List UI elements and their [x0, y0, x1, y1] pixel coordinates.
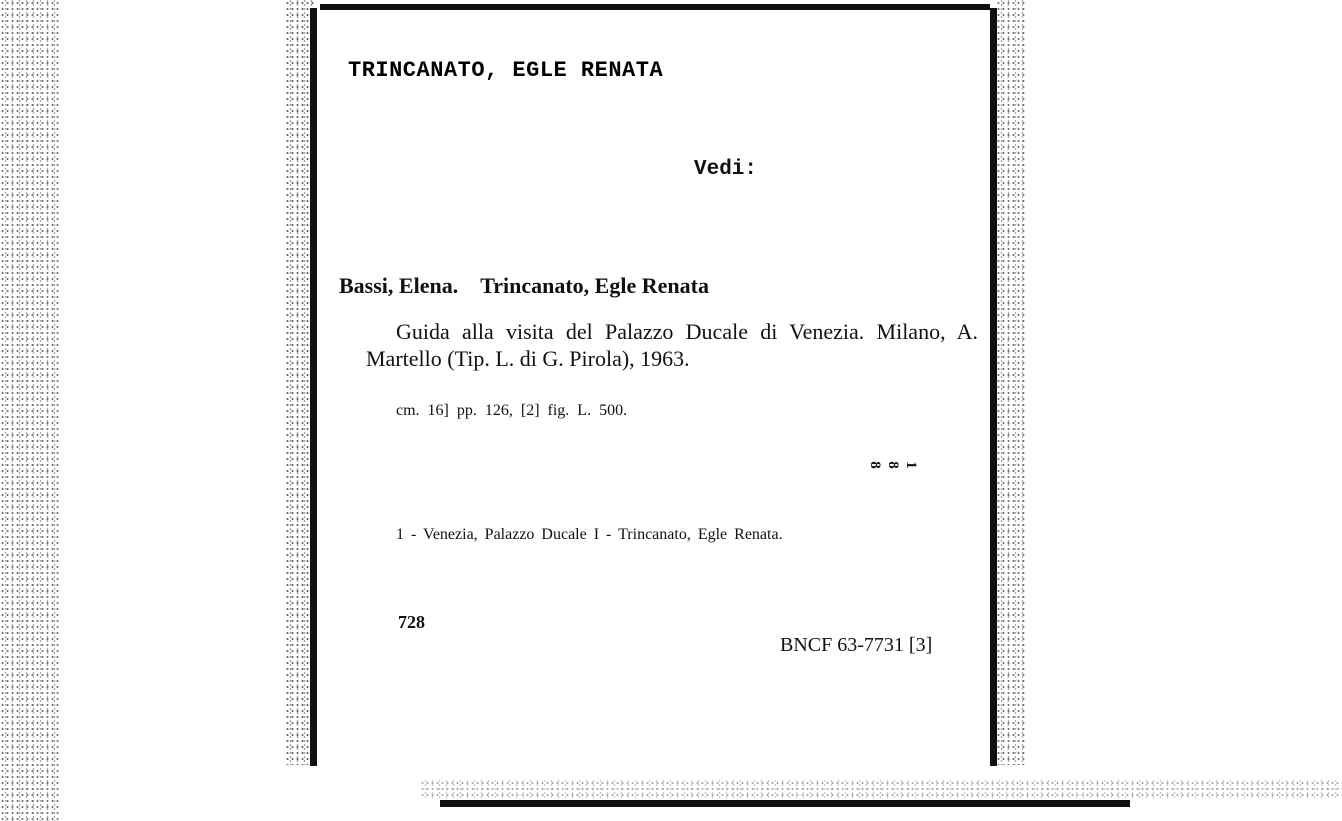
library-code: BNCF 63-7731 [3] — [780, 634, 933, 656]
scan-edge-noise-bottom — [420, 780, 1342, 800]
card-border-right — [990, 8, 997, 766]
entry-title: Guida alla visita del Palazzo Ducale di Venezia. Milano, A. Martello (Tip. L. di G. Pirola), 1963. — [366, 319, 978, 371]
card-border-left — [310, 8, 317, 766]
entry-tracings: 1 - Venezia, Palazzo Ducale I - Trincanato, Egle Renata. — [396, 526, 783, 543]
vertical-stamp — [867, 438, 919, 496]
entry-coauthor: Trincanato, Egle Renata — [480, 273, 709, 298]
entry-author: Bassi, Elena. — [339, 273, 459, 298]
card-number: 728 — [398, 612, 425, 632]
scan-edge-noise-right — [996, 0, 1026, 765]
next-card-edge — [440, 800, 1130, 807]
card-heading: TRINCANATO, EGLE RENATA — [348, 58, 664, 83]
entry-heading — [339, 273, 709, 299]
entry-collation: cm. 16] pp. 126, [2] fig. L. 500. — [396, 402, 628, 419]
scan-edge-noise-left — [0, 0, 60, 821]
see-reference-label: Vedi: — [694, 158, 758, 181]
vertical-stamp-text: 1 8 8 — [867, 461, 919, 469]
